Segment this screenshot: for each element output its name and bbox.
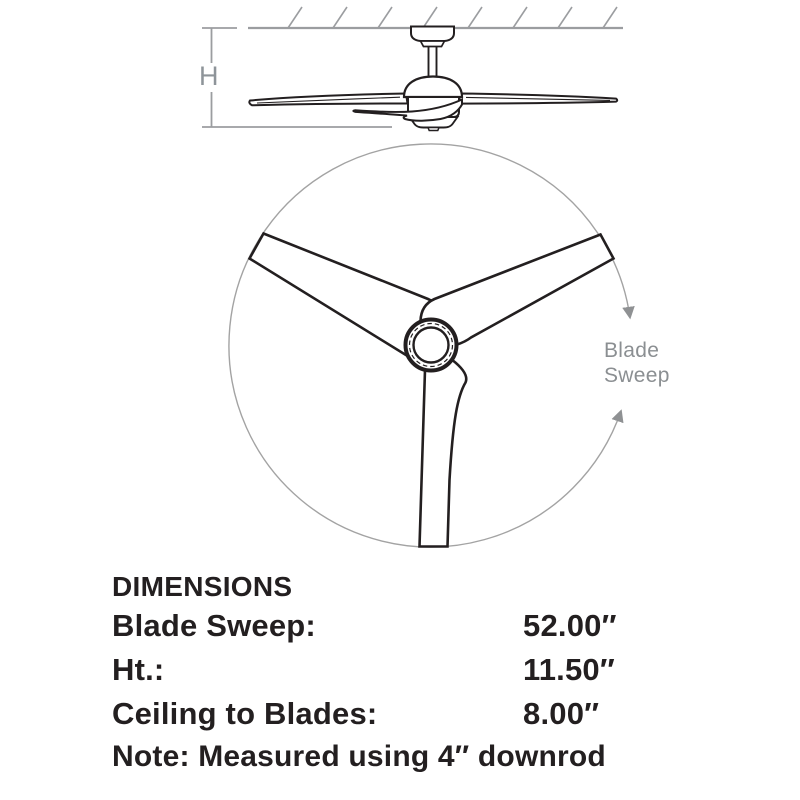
fan-blades-plan	[250, 234, 614, 547]
dimension-value: 8.00″	[523, 695, 600, 731]
fan-left-blade	[249, 94, 407, 106]
dimension-value: 11.50″	[523, 651, 615, 687]
top-view-diagram	[229, 144, 630, 547]
blade-sweep-label	[604, 338, 670, 388]
dimension-label: Ceiling to Blades:	[112, 695, 378, 731]
height-dimension-label: H	[199, 61, 219, 91]
fan-motor-dome	[404, 77, 462, 98]
fan-right-blade	[459, 94, 617, 104]
fan-blade-bottom	[420, 360, 467, 547]
side-view-diagram	[202, 7, 623, 131]
dimension-row-height	[112, 648, 712, 692]
fan-hub	[406, 320, 457, 371]
dimension-row-ceiling-to-blades	[112, 692, 712, 736]
dimensions-note: Note: Measured using 4″ downrod	[112, 740, 606, 774]
blade-sweep-label-line1: Blade	[604, 339, 660, 362]
dimensions-block	[112, 570, 712, 779]
fan-downrod	[429, 47, 437, 80]
fan-canopy	[411, 27, 454, 42]
dimension-label: Blade Sweep:	[112, 608, 316, 643]
dimension-value: 52.00″	[523, 608, 617, 643]
fan-bottom-nub	[428, 128, 439, 131]
dimension-row-blade-sweep	[112, 604, 712, 648]
ceiling-hatch	[248, 7, 623, 28]
fan-side-view	[249, 27, 617, 131]
dimensions-title: DIMENSIONS	[112, 571, 293, 602]
blade-sweep-label-line2: Sweep	[604, 364, 670, 387]
dimension-label: Ht.:	[112, 651, 165, 687]
fan-canopy-coupling	[421, 41, 445, 47]
